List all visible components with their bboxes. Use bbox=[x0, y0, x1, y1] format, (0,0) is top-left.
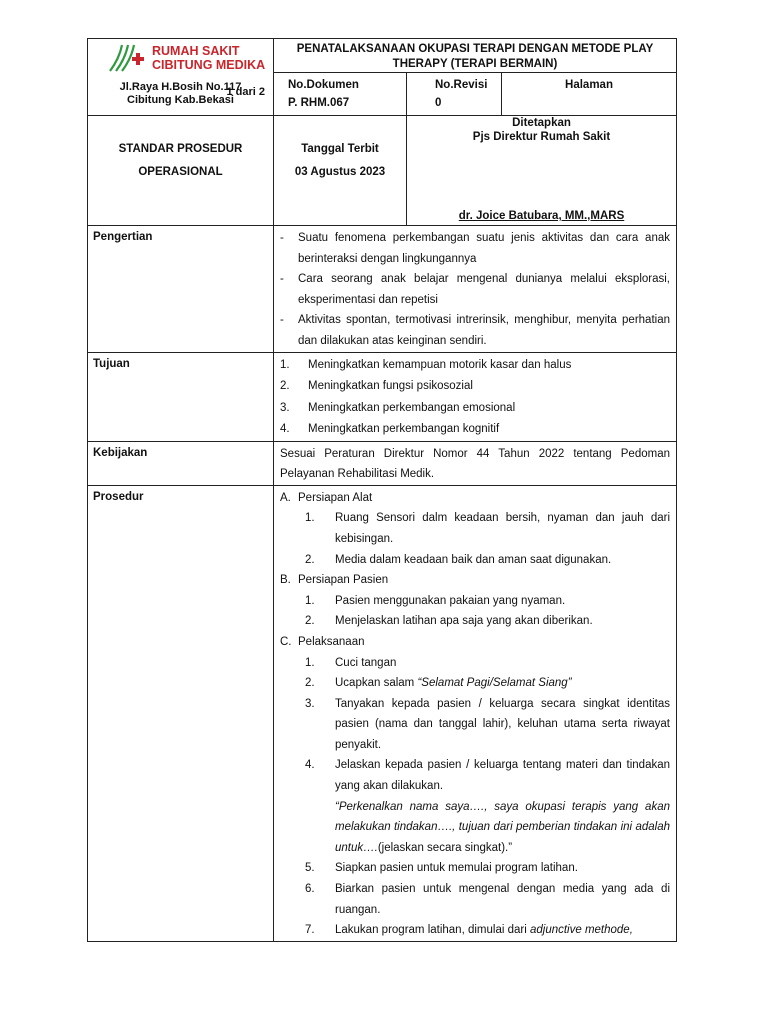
revision-value: 0 bbox=[435, 97, 442, 109]
tujuan-item: 4. Meningkatkan perkembangan kognitif bbox=[280, 423, 500, 436]
pengertian-item: - Aktivitas spontan, termotivasi intrerinsik, menghibur, menyita perhatian dan dilakukan atas keinginan sendiri. bbox=[280, 314, 670, 347]
prosedur-label: Prosedur bbox=[88, 485, 274, 941]
procedure-step: 5. Siapkan pasien untuk memulai program latihan. bbox=[305, 862, 578, 875]
signatory-name: dr. Joice Batubara, MM.,MARS bbox=[458, 210, 625, 222]
pengertian-content bbox=[274, 226, 677, 353]
tujuan-label: Tujuan bbox=[88, 352, 274, 441]
hospital-logo bbox=[88, 39, 273, 75]
section-a-heading: A. Persiapan Alat bbox=[280, 491, 373, 504]
hospital-address bbox=[88, 81, 273, 107]
procedure-step: 3. Tanyakan kepada pasien / keluarga secara singkat identitas pasien (nama dan tanggal lahir), keluhan utama serta riwayat penyakit. bbox=[305, 697, 670, 751]
address-line1: Jl.Raya H.Bosih No.117 bbox=[119, 81, 242, 93]
kebijakan-text: Sesuai Peraturan Direktur Nomor 44 Tahun 2022 tentang Pedoman Pelayanan Rehabilitasi Medik. bbox=[274, 441, 677, 485]
tujuan-item: 2. Meningkatkan fungsi psikosozial bbox=[280, 380, 473, 393]
address-line2: Cibitung Kab.Bekasi bbox=[127, 94, 234, 106]
hospital-logo-icon bbox=[106, 41, 148, 75]
approval-label: Ditetapkan bbox=[512, 117, 571, 129]
pengertian-item: - Cara seorang anak belajar mengenal dunianya melalui eksplorasi, eksperimentasi dan repetisi bbox=[280, 273, 670, 306]
issue-date-value: 03 Agustus 2023 bbox=[294, 166, 386, 178]
procedure-step: 2. Media dalam keadaan baik dan aman saat digunakan. bbox=[305, 553, 612, 566]
sop-table bbox=[87, 38, 677, 942]
approval-cell bbox=[407, 116, 677, 226]
procedure-step: 1. Ruang Sensori dalm keadaan bersih, nyaman dan jauh dari kebisingan. bbox=[305, 512, 670, 545]
issue-date-cell bbox=[274, 116, 407, 226]
prosedur-content bbox=[274, 485, 677, 941]
sop-line1: STANDAR PROSEDUR bbox=[118, 143, 243, 155]
page-info: 1 dari 2 bbox=[226, 86, 265, 98]
procedure-step: 2. Ucapkan salam “Selamat Pagi/Selamat Siang” bbox=[305, 677, 572, 690]
procedure-step: 6. Biarkan pasien untuk mengenal dengan media yang ada di ruangan. bbox=[305, 883, 670, 916]
pengertian-item: - Suatu fenomena perkembangan suatu jenis aktivitas dan cara anak berinteraksi dengan lingkungannya bbox=[280, 232, 670, 265]
procedure-step: 2. Menjelaskan latihan apa saja yang akan diberikan. bbox=[305, 615, 593, 628]
page-cell bbox=[502, 73, 677, 116]
sop-line2: OPERASIONAL bbox=[138, 166, 223, 178]
issue-date-label: Tanggal Terbit bbox=[301, 143, 379, 155]
tujuan-content bbox=[274, 352, 677, 441]
sop-label-cell bbox=[88, 116, 274, 226]
pengertian-label: Pengertian bbox=[88, 226, 274, 353]
page-label: Halaman bbox=[565, 79, 613, 91]
doc-number-value: P. RHM.067 bbox=[288, 97, 350, 109]
section-b-heading: B. Persiapan Pasien bbox=[280, 574, 389, 587]
revision-label: No.Revisi bbox=[435, 79, 488, 91]
section-c-heading: C. Pelaksanaan bbox=[280, 635, 365, 648]
procedure-step: 1. Cuci tangan bbox=[305, 656, 397, 669]
tujuan-item: 1. Meningkatkan kemampuan motorik kasar dan halus bbox=[280, 358, 572, 371]
hospital-identity-cell bbox=[88, 39, 274, 116]
sop-document bbox=[87, 38, 676, 942]
procedure-step: 7. Lakukan program latihan, dimulai dari adjunctive methode, bbox=[305, 924, 633, 937]
tujuan-item: 3. Meningkatkan perkembangan emosional bbox=[280, 401, 516, 414]
procedure-step: 1. Pasien menggunakan pakaian yang nyaman. bbox=[305, 594, 566, 607]
doc-number-cell bbox=[274, 73, 407, 116]
approval-title: Pjs Direktur Rumah Sakit bbox=[472, 131, 611, 143]
document-title: PENATALAKSANAAN OKUPASI TERAPI DENGAN METODE PLAY THERAPY (TERAPI BERMAIN) bbox=[274, 39, 677, 73]
kebijakan-label: Kebijakan bbox=[88, 441, 274, 485]
doc-number-label: No.Dokumen bbox=[288, 79, 359, 91]
hospital-name-line2: CIBITUNG MEDIKA bbox=[152, 58, 266, 72]
revision-cell bbox=[407, 73, 502, 116]
hospital-name-line1: RUMAH SAKIT bbox=[152, 44, 240, 58]
procedure-step: 4. Jelaskan kepada pasien / keluarga tentang materi dan tindakan yang akan dilakukan. bbox=[305, 759, 670, 793]
introduction-script: “Perkenalkan nama saya…., saya okupasi terapis yang akan melakukan tindakan…., tujuan dari pemberian tindakan ini adalah untuk….(jelaskan secara singkat).” bbox=[335, 800, 670, 854]
